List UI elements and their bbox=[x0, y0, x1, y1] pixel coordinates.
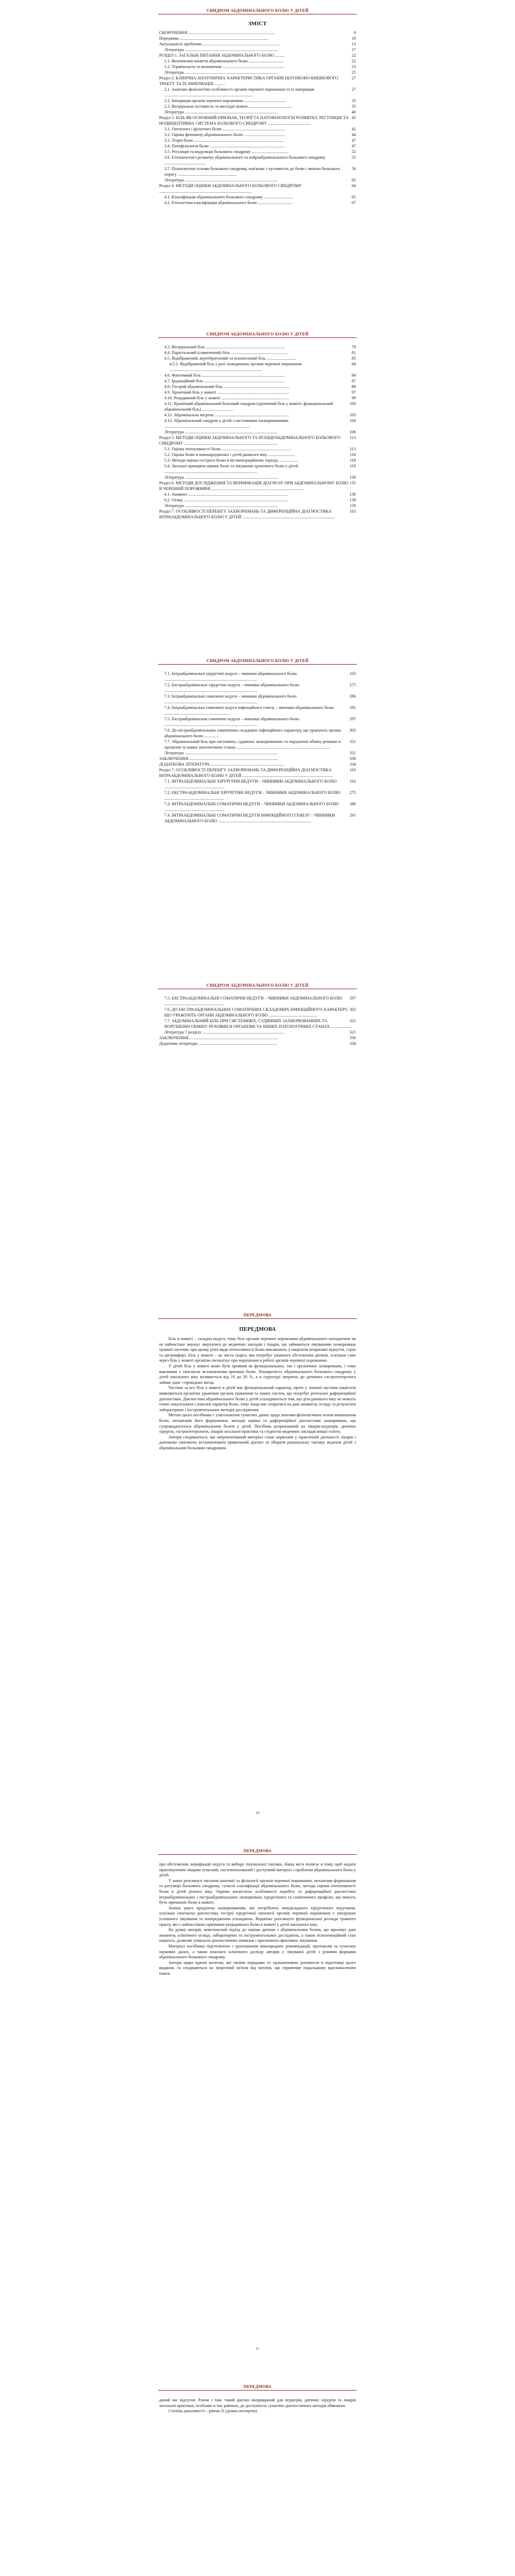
toc-entry-page: 79 bbox=[351, 345, 356, 349]
toc-entry[interactable] bbox=[159, 446, 356, 452]
toc-entry[interactable] bbox=[159, 497, 356, 503]
toc-entry[interactable] bbox=[159, 70, 356, 75]
toc-entry-page: 52 bbox=[351, 149, 356, 154]
body-text bbox=[159, 1336, 356, 1451]
toc-entry[interactable] bbox=[159, 361, 356, 372]
toc-entry-page: 84 bbox=[351, 373, 356, 378]
toc-entry-title: 1.1. Визначення поняття абдомінального болю ................................. bbox=[164, 59, 284, 63]
toc-entry-title: 6.1. Анамнез .............................................................................................. bbox=[164, 492, 288, 497]
toc-entry-page: 330 bbox=[349, 756, 356, 761]
toc-entry-page: 56 bbox=[351, 166, 356, 171]
toc-list bbox=[159, 995, 356, 1046]
toc-entry-title: Література ........................................................................................ bbox=[164, 47, 278, 52]
toc-entry-title: 7.1. Інтраабдомінальні хірургічні недуги – чинники абдомінального болю ........................................................................................ bbox=[164, 671, 297, 682]
toc-entry-title: 6.2. Огляд ................................................................................................... bbox=[164, 498, 288, 502]
toc-entry[interactable] bbox=[159, 435, 356, 446]
section-title: ПЕРЕДМОВА bbox=[239, 1326, 276, 1332]
toc-entry[interactable] bbox=[159, 801, 356, 812]
toc-entry-title: 7.6. ДО ЕКСТРААБДОМІНАЛЬНИХ СОМАТИЧНИХ СКЛАДОВИХ ІНФЕКЦІЙНОГО ХАРАКТЕРУ, ЩО УРАЖУЮТЬ ОРГАНИ АБДОМІНАЛЬНОГО БОЛЮ .............................................. bbox=[164, 1007, 348, 1018]
toc-entry-page: 13 bbox=[351, 42, 356, 46]
toc-entry-title: 7.4. Інтраабдомінальні соматичні недуги інфекційного генезу – чинники абдомінального болю .............................................................. bbox=[164, 705, 334, 716]
toc-entry-page: 23 bbox=[351, 64, 356, 69]
toc-entry-page: 334 bbox=[349, 762, 356, 767]
toc-entry-page: 302 bbox=[349, 728, 356, 733]
toc-entry-title: 3.6. Етіопатогенез розвитку абдомінального та нейроабдомінального больового синдрому ....................................... bbox=[164, 155, 325, 165]
toc-entry-page: 84 bbox=[351, 362, 356, 366]
toc-entry[interactable] bbox=[159, 132, 356, 138]
toc-entry[interactable] bbox=[159, 166, 356, 177]
toc-entry-page: 10 bbox=[351, 36, 356, 41]
toc-entry[interactable] bbox=[159, 412, 356, 418]
toc-entry-page: 27 bbox=[351, 76, 356, 80]
toc-entry-title: Розділ 6. МЕТОДИ ДОСЛІДЖЕННЯ ТА ВЕРИФІКАЦІЯ ДІАГНОЗУ ПРИ АБДОМІНАЛЬНОМУ БОЛЮ В ЧЕРЕВНІЙ ПОРОЖНИНІ ........................................................................................ bbox=[159, 481, 349, 491]
toc-entry[interactable] bbox=[159, 671, 356, 682]
toc-entry-page: 113 bbox=[350, 447, 356, 451]
toc-entry-title: 4.8. Гострий абдомінальний біль .............................................................. bbox=[164, 384, 289, 389]
toc-entry-title: СКОРОЧЕННЯ .................................................................................. bbox=[159, 30, 275, 35]
toc-entry[interactable] bbox=[159, 463, 356, 474]
toc-entry-page: 334 bbox=[349, 1041, 356, 1046]
toc-entry-title: 1.2. Термінологія та визначення .......................................................... bbox=[164, 64, 284, 69]
body-text bbox=[159, 1862, 356, 1976]
toc-list bbox=[159, 344, 356, 520]
running-header-text: СИНДРОМ АБДОМІНАЛЬНОГО БОЛЮ У ДІТЕЙ bbox=[206, 658, 309, 663]
toc-entry[interactable] bbox=[159, 183, 356, 194]
toc-entry-page: 302 bbox=[349, 1007, 356, 1012]
toc-entry[interactable] bbox=[159, 58, 356, 64]
running-header bbox=[147, 328, 368, 340]
toc-entry-page: 286 bbox=[349, 802, 356, 806]
toc-entry-title: 3.5. Регуляція та модуляція больового синдрому ................................... bbox=[164, 149, 289, 154]
toc-entry-page: 321 bbox=[349, 739, 356, 744]
toc-entry-title: 7.7. АБДОМІНАЛЬНИЙ БІЛЬ ПРИ СИСТЕМНИХ, СУДИННИХ ЗАХВОРЮВАННЯХ ТА ПОРУШЕННІ ОБМІНУ РЕЧОВИН В ОРГАНІЗМІ ТА ІНШИХ ПАТОЛОГІЧНИХ СТАНАХ .................... bbox=[164, 1019, 352, 1029]
toc-entry[interactable] bbox=[159, 457, 356, 463]
toc-entry[interactable] bbox=[159, 200, 356, 206]
toc-entry[interactable] bbox=[159, 761, 356, 767]
toc-entry[interactable] bbox=[159, 1035, 356, 1041]
toc-entry[interactable] bbox=[159, 344, 356, 350]
toc-entry-page: 104 bbox=[349, 418, 356, 423]
running-header-text: ПЕРЕДМОВА bbox=[243, 2384, 272, 2389]
toc-entry[interactable] bbox=[159, 778, 356, 790]
toc-entry[interactable] bbox=[159, 790, 356, 801]
toc-entry[interactable] bbox=[159, 98, 356, 104]
toc-entry-title: ЗАКЛЮЧЕННЯ .................................................................................... bbox=[159, 756, 278, 761]
toc-entry-page: 275 bbox=[349, 683, 356, 687]
toc-entry[interactable] bbox=[159, 109, 356, 115]
toc-entry-page: 163 bbox=[349, 768, 356, 772]
toc-entry-page: 163 bbox=[349, 671, 356, 676]
toc-entry-page: 321 bbox=[349, 1030, 356, 1035]
toc-entry-page: 40 bbox=[351, 110, 356, 114]
toc-entry-page: 65 bbox=[351, 195, 356, 199]
book-page-3 bbox=[147, 654, 368, 963]
toc-entry-page: 88 bbox=[351, 384, 356, 389]
toc-entry-page: 103 bbox=[349, 413, 356, 417]
toc-entry[interactable] bbox=[159, 1041, 356, 1046]
toc-entry-page: 99 bbox=[351, 396, 356, 400]
toc-entry-title: 7.1. ІНТРААБДОМІНАЛЬНІ ХІРУРГІЧНІ НЕДУГИ – ЧИННИКИ АБДОМІНАЛЬНОГО БОЛЮ ......................................................... bbox=[164, 779, 337, 789]
toc-entry-page: 33 bbox=[351, 98, 356, 103]
toc-entry[interactable] bbox=[159, 149, 356, 155]
toc-entry[interactable] bbox=[159, 705, 356, 716]
toc-entry-page: 297 bbox=[349, 717, 356, 721]
toc-entry-page: 106 bbox=[349, 430, 356, 434]
toc-entry-page: 100 bbox=[349, 401, 356, 406]
book-page-2 bbox=[147, 328, 368, 637]
toc-entry[interactable] bbox=[159, 389, 356, 395]
toc-entry[interactable] bbox=[159, 155, 356, 166]
toc-entry[interactable] bbox=[159, 503, 356, 509]
toc-entry[interactable] bbox=[159, 474, 356, 480]
toc-entry-page: 159 bbox=[349, 503, 356, 508]
toc-entry[interactable] bbox=[159, 378, 356, 384]
toc-entry[interactable] bbox=[159, 47, 356, 53]
toc-entry-title: 4.4. Парієтальний (соматичний) біль ...................................................... bbox=[164, 350, 288, 355]
toc-entry-page: 291 bbox=[349, 705, 356, 710]
toc-entry[interactable] bbox=[159, 30, 356, 36]
toc-entry[interactable] bbox=[159, 41, 356, 47]
toc-entry-title: 4.1. Класифікація абдомінального больового синдрому ............................ bbox=[164, 195, 294, 199]
paragraph: Ступінь доказовості – рівень D (думка експертів). bbox=[168, 2409, 258, 2414]
toc-entry-page: 42 bbox=[351, 127, 356, 131]
toc-entry[interactable] bbox=[159, 756, 356, 761]
toc-entry-title: ДОДАТКОВА ЛІТЕРАТУРА ..................................................................... bbox=[159, 762, 284, 767]
toc-entry-page: 138 bbox=[349, 498, 356, 502]
toc-entry-title: Розділ 2. КЛІНІЧНА АНАТОМІЧНА ХАРАКТЕРИСТИКА ОРГАНІВ ШЛУНКОВО-КИШКОВОГО ТРАКТУ ТА ЇХ ІННЕРВАЦІЯ .......... bbox=[159, 76, 338, 86]
running-header-text: ПЕРЕДМОВА bbox=[243, 1849, 272, 1853]
toc-entry[interactable] bbox=[159, 716, 356, 727]
toc-entry-page: 297 bbox=[349, 996, 356, 1001]
toc-entry-title: РОЗДІЛ 1. ЗАГАЛЬНІ ПИТАННЯ АБДОМІНАЛЬНОГО БОЛЮ ......... bbox=[159, 53, 285, 58]
toc-entry[interactable] bbox=[159, 143, 356, 149]
toc-entry-title: 3.4. Патофізіологія болю ....................................................................... bbox=[164, 144, 285, 148]
toc-entry-title: 7.7. Абдомінальний біль при системних, судинних захворюваннях та порушенні обміну речовин в організмі та інших патологічних станах ......................................................................................... bbox=[164, 739, 341, 750]
toc-entry-title: Література ........................................................................................ bbox=[164, 475, 278, 480]
toc-entry-page: 87 bbox=[351, 379, 356, 383]
toc-entry-title: Додаткова література ........................................................................... bbox=[159, 1041, 278, 1046]
toc-entry-page: 119 bbox=[350, 464, 356, 468]
toc-entry-title: Розділ 3. БІЛЬ ЯК ОСНОВНИЙ ПРИЗНАК, ТЕОРІЇ ТА ПАТОФІЗІОЛОГІЯ РОЗВИТКУ, РЕГУЛЯЦІЯ ТА НОЦИЦЕПТИВНА СИСТЕМА БОЛЬОВОГО СИНДРОМУ ........................................ bbox=[159, 115, 349, 126]
toc-entry-title: 4.5.1. Відображений біль у разі захворювань органів черевної порожнини ........................................................................................ bbox=[169, 362, 302, 372]
toc-entry-title: 7.6. До екстраабдомінальних соматичних складових інфекційного характеру, що уражують органи абдомінального болю .............. bbox=[164, 728, 341, 738]
toc-entry[interactable] bbox=[159, 727, 356, 739]
toc-entry[interactable] bbox=[159, 480, 356, 492]
toc-entry-title: 4.9. Хронічний біль у животі .................................................................... bbox=[164, 390, 289, 395]
toc-entry[interactable] bbox=[159, 87, 356, 98]
running-header-text: СИНДРОМ АБДОМІНАЛЬНОГО БОЛЮ У ДІТЕЙ bbox=[206, 8, 309, 13]
toc-list bbox=[159, 30, 356, 206]
toc-entry-title: Література 7 розділу .............................................................................. bbox=[164, 1030, 285, 1035]
toc-entry[interactable] bbox=[159, 126, 356, 132]
paragraph: Частіше за все біль у животі в дітей має функціональний характер, проте у значної частини пацієнтів виявляються органічні ураження органів травлення та інших систем, що потребує ретельної диференційної діагностики. Діагностика абдомінального болю у дітей ускладнюється тим, що діти раннього віку не можуть точно локалізувати і описати характер болю, тому лікар має спиратися на дані анамнезу, огляду та результати лабораторних і інструментальних методів дослідження. bbox=[159, 1385, 356, 1412]
toc-entry-page: 27 bbox=[351, 87, 356, 92]
toc-entry[interactable] bbox=[159, 750, 356, 756]
toc-entry-page: 9 bbox=[353, 30, 356, 35]
toc-entry-page: 163 bbox=[349, 509, 356, 514]
toc-entry-page: 67 bbox=[351, 200, 356, 205]
toc-entry[interactable] bbox=[159, 429, 356, 435]
toc-entry[interactable] bbox=[159, 812, 356, 824]
toc-entry-page: 83 bbox=[351, 356, 356, 361]
toc-entry-title: 5.1. Оцінка інтенсивності болю .................................................................. bbox=[164, 447, 291, 451]
toc-entry-title: 4.12. Абдомінальна мігрень ...................................................................... bbox=[164, 413, 289, 417]
toc-entry-title: 4.11. Хронічний абдомінальний больовий синдром (хронічний біль у животі, функціональний абдомінальний біль) .............................. bbox=[164, 401, 333, 412]
toc-entry[interactable] bbox=[159, 395, 356, 401]
running-header bbox=[147, 1309, 368, 1321]
running-header bbox=[147, 979, 368, 991]
book-page-1 bbox=[147, 4, 368, 309]
toc-entry-title: Передмова .................................................................................... bbox=[159, 36, 268, 41]
toc-entry[interactable] bbox=[159, 492, 356, 497]
paragraph: У книзі розглянуті питання анатомії та фізіології органів черевної порожнини, механізми формування та регуляції больового синдрому, сучасні класифікації абдомінального болю, методи оцінки інтенсивності болю в дітей різного віку. Окремо висвітлено особливості перебігу та диференційної діагностики інтраабдомінальних і екстраабдомінальних захворювань хірургічного та соматичного профілю, що можуть бути причиною болю в животі. bbox=[159, 1878, 356, 1905]
toc-entry-page: 321 bbox=[349, 751, 356, 755]
toc-entry[interactable] bbox=[159, 194, 356, 200]
toc-entry[interactable] bbox=[159, 418, 356, 429]
toc-entry-title: 3.2. Оцінка феномену абдомінального болю ....................................... bbox=[164, 132, 285, 137]
book-page-7 bbox=[147, 2380, 368, 2576]
toc-entry[interactable] bbox=[159, 104, 356, 109]
toc-entry-title: Література ........................................................................................ bbox=[164, 430, 278, 434]
toc-entry-title: 4.10. Рецидивний біль у животі ................................................................ bbox=[164, 396, 289, 400]
toc-entry[interactable] bbox=[159, 1007, 356, 1018]
toc-entry-page: 275 bbox=[349, 790, 356, 795]
toc-entry-title: 7.5. Екстраабдомінальні соматичні недуги – чинники абдомінального болю ........................................................................................ bbox=[164, 717, 300, 727]
toc-entry-title: 7.3. ІНТРААБДОМІНАЛЬНІ СОМАТИЧНІ НЕДУГИ – ЧИННИКИ АБДОМІНАЛЬНОГО БОЛЮ ......................................................... bbox=[164, 802, 339, 812]
toc-entry[interactable] bbox=[159, 995, 356, 1007]
toc-entry-title: Розділ 7. ОСОБЛИВОСТІ ПЕРЕБІГУ ЗАХВОРЮВАНЬ ТА ДИФЕРЕНЦІЙНА ДІАГНОСТИКА ІНТРААБДОМІНАЛЬНОГО БОЛЮ У ДІТЕЙ ...................................................................................... bbox=[159, 768, 333, 778]
book-page-5 bbox=[147, 1309, 368, 1824]
toc-entry-page: 136 bbox=[349, 492, 356, 497]
toc-entry[interactable] bbox=[159, 177, 356, 183]
header-rule bbox=[158, 1318, 357, 1319]
toc-entry[interactable] bbox=[159, 53, 356, 58]
paragraph: Матеріал посібника підготовлено з урахуванням міжнародних рекомендацій, протоколів та сучасних наукових даних, а також власного клінічного досвіду авторів у лікуванні дітей з різними формами абдомінального больового синдрому. bbox=[159, 1943, 356, 1960]
toc-entry[interactable] bbox=[159, 401, 356, 412]
toc-entry-title: 4.6. Фантомний біль ............................................................................... bbox=[164, 373, 285, 378]
toc-entry-page: 62 bbox=[351, 178, 356, 182]
toc-entry-page: 55 bbox=[351, 155, 356, 160]
running-header bbox=[147, 4, 368, 16]
toc-entry[interactable] bbox=[159, 739, 356, 750]
toc-entry-page: 17 bbox=[351, 47, 356, 52]
toc-entry-title: 2.3. Вісцеральна чутливість та висхідні шляхи ......................................... bbox=[164, 104, 292, 109]
toc-entry-page: 135 bbox=[349, 481, 356, 485]
toc-entry-title: 7.2. ЕКСТРААБДОМІНАЛЬНІ ХІРУРГІЧНІ НЕДУГИ – ЧИННИКИ АБДОМІНАЛЬНОГО БОЛЮ ......................................................... bbox=[164, 790, 340, 801]
toc-entry[interactable] bbox=[159, 64, 356, 70]
toc-entry-page: 116 bbox=[350, 452, 356, 457]
toc-list bbox=[159, 671, 356, 824]
toc-entry[interactable] bbox=[159, 767, 356, 778]
header-rule bbox=[158, 1854, 357, 1855]
toc-entry[interactable] bbox=[159, 693, 356, 705]
toc-entry[interactable] bbox=[159, 1029, 356, 1035]
toc-entry-page: 118 bbox=[350, 458, 356, 463]
paragraph: Значна увага приділена захворюванням, які потребують невідкладного хірургічного втручання, оскільки своєчасна діагностика гострої хірургічної патології органів черевної порожнини є запорукою успішного лікування та попередження ускладнень. Водночас розглянуто функціональні розлади травного тракту, які є найчастішою причиною рецидивного болю в животі у дітей шкільного віку. bbox=[159, 1905, 356, 1927]
toc-entry-page: 113 bbox=[350, 435, 356, 440]
running-header bbox=[147, 2380, 368, 2393]
toc-entry-page: 25 bbox=[351, 70, 356, 75]
toc-entry-title: Література ........................................................................................ bbox=[164, 178, 278, 182]
toc-title: ЗМІСТ bbox=[248, 21, 267, 27]
page-number: 11 bbox=[255, 2347, 260, 2351]
toc-entry-title: ЗАКЛЮЧЕННЯ .................................................................................... bbox=[159, 1036, 278, 1040]
header-rule bbox=[158, 337, 357, 338]
toc-entry-title: Література ........................................................................................ bbox=[164, 503, 278, 508]
running-header-text: ПЕРЕДМОВА bbox=[243, 1313, 272, 1317]
toc-entry[interactable] bbox=[159, 355, 356, 361]
toc-entry-page: 44 bbox=[351, 132, 356, 137]
toc-entry-title: 4.7. Ірадіаційний біль ............................................................................ bbox=[164, 379, 284, 383]
toc-entry[interactable] bbox=[159, 350, 356, 355]
toc-entry-title: Розділ 7. ОСОБЛИВОСТІ ПЕРЕБІГУ ЗАХВОРЮВАНЬ ТА ДИФЕРЕНЦІЙНА ДІАГНОСТИКА ІНТРААБДОМІНАЛЬНОГО БОЛЮ У ДІТЕЙ ........................................................................................ bbox=[159, 509, 335, 519]
toc-entry-title: Література ........................................................................................ bbox=[164, 110, 278, 114]
toc-entry-page: 47 bbox=[351, 138, 356, 143]
toc-entry[interactable] bbox=[159, 138, 356, 143]
paragraph: даний час відсутня. Разом з тим, такий діагноз виправданий для педіатрів, дитячих хірургів та лікарів загальної практики, особливо в тих районах, де доступність сучасних діагностичних методів обмежена. bbox=[159, 2398, 356, 2408]
toc-entry-title: 5.4. Загальні принципи оцінки болю та лікування хронічного болю у дітей ........................................................................................ bbox=[164, 464, 298, 474]
toc-entry-page: 97 bbox=[351, 390, 356, 395]
toc-entry-title: Література ........................................................................................ bbox=[164, 70, 278, 75]
paragraph: Автори сподіваються, що запропонований матеріал стане корисним у практичній діяльності лікарів і допоможе своєчасно встановлювати правильний діагноз та обирати раціональну тактику ведення дітей з абдомінальним больовим синдромом. bbox=[159, 1434, 356, 1450]
toc-entry-title: 5.3. Методи оцінки гострого болю в післяопераційному періоді .................. bbox=[164, 458, 298, 463]
toc-entry-title: Актуальність проблеми ......................................................................... bbox=[159, 42, 280, 46]
toc-entry-page: 321 bbox=[349, 1019, 356, 1023]
paragraph: На думку авторів, комплексний підхід до оцінки дитини з абдомінальним болем, що враховує дані анамнезу, клінічного огляду, лабораторних та інструментальних досліджень, а також психоемоційний стан пацієнта, дозволяє уникнути діагностичних помилок і призначити ефективне лікування. bbox=[159, 1927, 356, 1943]
toc-entry-page: 47 bbox=[351, 144, 356, 148]
toc-entry-title: 7.4. ІНТРААБДОМІНАЛЬНІ СОМАТИЧНІ НЕДУГИ ІНФЕКЦІЙНОГО ГЕНЕЗУ – ЧИННИКИ АБДОМІНАЛЬНОГО БОЛЮ ........................................................................................ bbox=[164, 813, 335, 823]
paragraph: Біль в животі – складна недуга, тому біль органів черевної порожнини абдомінального походження чи не найчастіше змушує звертатися до медичних закладів і лікарів, що займаються лікуванням захворювань травної системи, при цьому різні види інтенсивності болю викликають у пацієнтів неприємні відчуття, страх та дискомфорт. Біль у животі – це часта скарга, яка потребує уважного обстеження дитини, оскільки саме через біль у животі організм сигналізує про порушення в роботі органів черевної порожнини. bbox=[159, 1336, 356, 1363]
toc-entry-title: 7.2. Екстраабдомінальні хірургічні недуги – чинники абдомінального болю ........................................................................................ bbox=[164, 683, 300, 693]
toc-entry-title: 7.5. ЕКСТРААБДОМІНАЛЬНІ СОМАТИЧНІ НЕДУГИ – ЧИННИКИ АБДОМІНАЛЬНОГО БОЛЮ ......................................................... bbox=[164, 996, 342, 1006]
toc-entry[interactable] bbox=[159, 384, 356, 389]
toc-entry-page: 291 bbox=[349, 813, 356, 818]
toc-entry[interactable] bbox=[159, 1018, 356, 1029]
book-page-4 bbox=[147, 979, 368, 1288]
body-text bbox=[159, 2398, 356, 2414]
toc-entry-page: 286 bbox=[349, 694, 356, 699]
toc-entry-page: 64 bbox=[351, 183, 356, 188]
toc-entry-title: 4.13. Абдомінальний синдром у дітей з системними захворюваннями ................................................................................. bbox=[164, 418, 288, 429]
header-rule bbox=[158, 2390, 357, 2391]
toc-entry-page: 81 bbox=[351, 350, 356, 355]
paragraph: У дітей біль у животі може бути проявом як функціональних, так і органічних захворювань, і тому важливим є своєчасне встановлення причини болю. Поширеність абдомінального больового синдрому у дітей шкільного віку коливається від 10 до 20 %, а в структурі звернень до дитячого гастроентеролога займає одне з провідних місць. bbox=[159, 1363, 356, 1385]
toc-entry-page: 22 bbox=[351, 59, 356, 63]
running-header bbox=[147, 1844, 368, 1857]
toc-entry-title: 4.2. Етіологічна класифікація абдомінального болю ................................. bbox=[164, 200, 293, 205]
toc-entry-title: 4.5. Відображений, вертеброгенний та психогенний біль ............................ bbox=[164, 356, 296, 361]
toc-entry-page: 130 bbox=[349, 475, 356, 480]
paragraph: Метою цього посібника є узагальнення сучасних даних щодо анатомо-фізіологічних основ виникнення болю, механізмів його формування, методів оцінки та диференційної діагностики захворювань, що супроводжуються абдомінальним болем у дітей. Посібник розрахований на лікарів-педіатрів, дитячих хірургів, гастроентерологів, лікарів загальної практики та студентів медичних закладів вищої освіти. bbox=[159, 1413, 356, 1434]
toc-entry[interactable] bbox=[159, 36, 356, 41]
toc-entry-page: 35 bbox=[351, 104, 356, 109]
toc-entry[interactable] bbox=[159, 115, 356, 126]
toc-entry[interactable] bbox=[159, 372, 356, 378]
toc-entry-title: 7.3. Інтраабдомінальні соматичні недуги – чинники абдомінального болю ........................................................................................ bbox=[164, 694, 297, 704]
book-page-6 bbox=[147, 1844, 368, 2360]
toc-entry-title: Розділ 5. МЕТОДИ ОЦІНКИ АБДОМІНАЛЬНОГО ТА ПСЕВДОАБДОМІНАЛЬНОГО БОЛЬОВОГО СИНДРОМУ ......................................................................................... bbox=[159, 435, 340, 446]
toc-entry[interactable] bbox=[159, 75, 356, 87]
toc-entry-title: 3.7. Психологічні основи больового синдрому, пов'язані з чутливістю до болю і зміною больового порогу ........................................................ bbox=[164, 166, 340, 177]
toc-entry[interactable] bbox=[159, 509, 356, 520]
toc-entry-title: 3.3. Теорії болю ..................................................................................... bbox=[164, 138, 284, 143]
header-rule bbox=[158, 664, 357, 665]
toc-entry-page: 163 bbox=[349, 779, 356, 784]
toc-entry-title: 2.1. Анатомо-фізіологічні особливості органів черевної порожнини та їх іннервація .................................................................................... bbox=[164, 87, 315, 97]
toc-entry-title: Література ........................................................................................ bbox=[164, 751, 278, 755]
toc-entry-page: 42 bbox=[351, 115, 356, 120]
toc-entry-title: 2.2. Іннервація органів черевної порожнини ........................................ bbox=[164, 98, 286, 103]
running-header-text: СИНДРОМ АБДОМІНАЛЬНОГО БОЛЮ У ДІТЕЙ bbox=[206, 983, 309, 988]
running-header bbox=[147, 654, 368, 667]
toc-entry-title: Розділ 4. МЕТОДИ ОЦІНКИ АБДОМІНАЛЬНОГО БОЛЬОВОГО СИНДРОМУ ........................................................................................ bbox=[159, 183, 302, 194]
toc-entry-title: 4.3. Вісцеральний біль ........................................................................... bbox=[164, 345, 285, 349]
toc-entry-page: 330 bbox=[349, 1036, 356, 1040]
paragraph: про обстеження, верифікації недуги та вибору лікувальної тактики. Наша мета полягає в тому, щоб надати практикуючим лікарям сучасний, систематизований і доступний матеріал з проблеми абдомінального болю у дітей. bbox=[159, 1862, 356, 1878]
running-header-text: СИНДРОМ АБДОМІНАЛЬНОГО БОЛЮ У ДІТЕЙ bbox=[206, 332, 309, 336]
page-number: 10 bbox=[255, 1811, 260, 1815]
paragraph: Автори щиро вдячні колегам, які своїми порадами та зауваженнями допомогли в підготовці цього видання, та сподіваються на зворотний зв'язок від читачів, що сприятиме подальшому вдосконаленню книги. bbox=[159, 1960, 356, 1976]
toc-entry[interactable] bbox=[159, 452, 356, 457]
toc-entry-page: 22 bbox=[351, 53, 356, 58]
toc-entry[interactable] bbox=[159, 682, 356, 693]
toc-entry-title: 5.2. Оцінка болю в новонароджених і дітей раннього віку ......................... bbox=[164, 452, 295, 457]
toc-entry-title: 3.1. Онтогенез і філогенез болю ........................................................... bbox=[164, 127, 285, 131]
